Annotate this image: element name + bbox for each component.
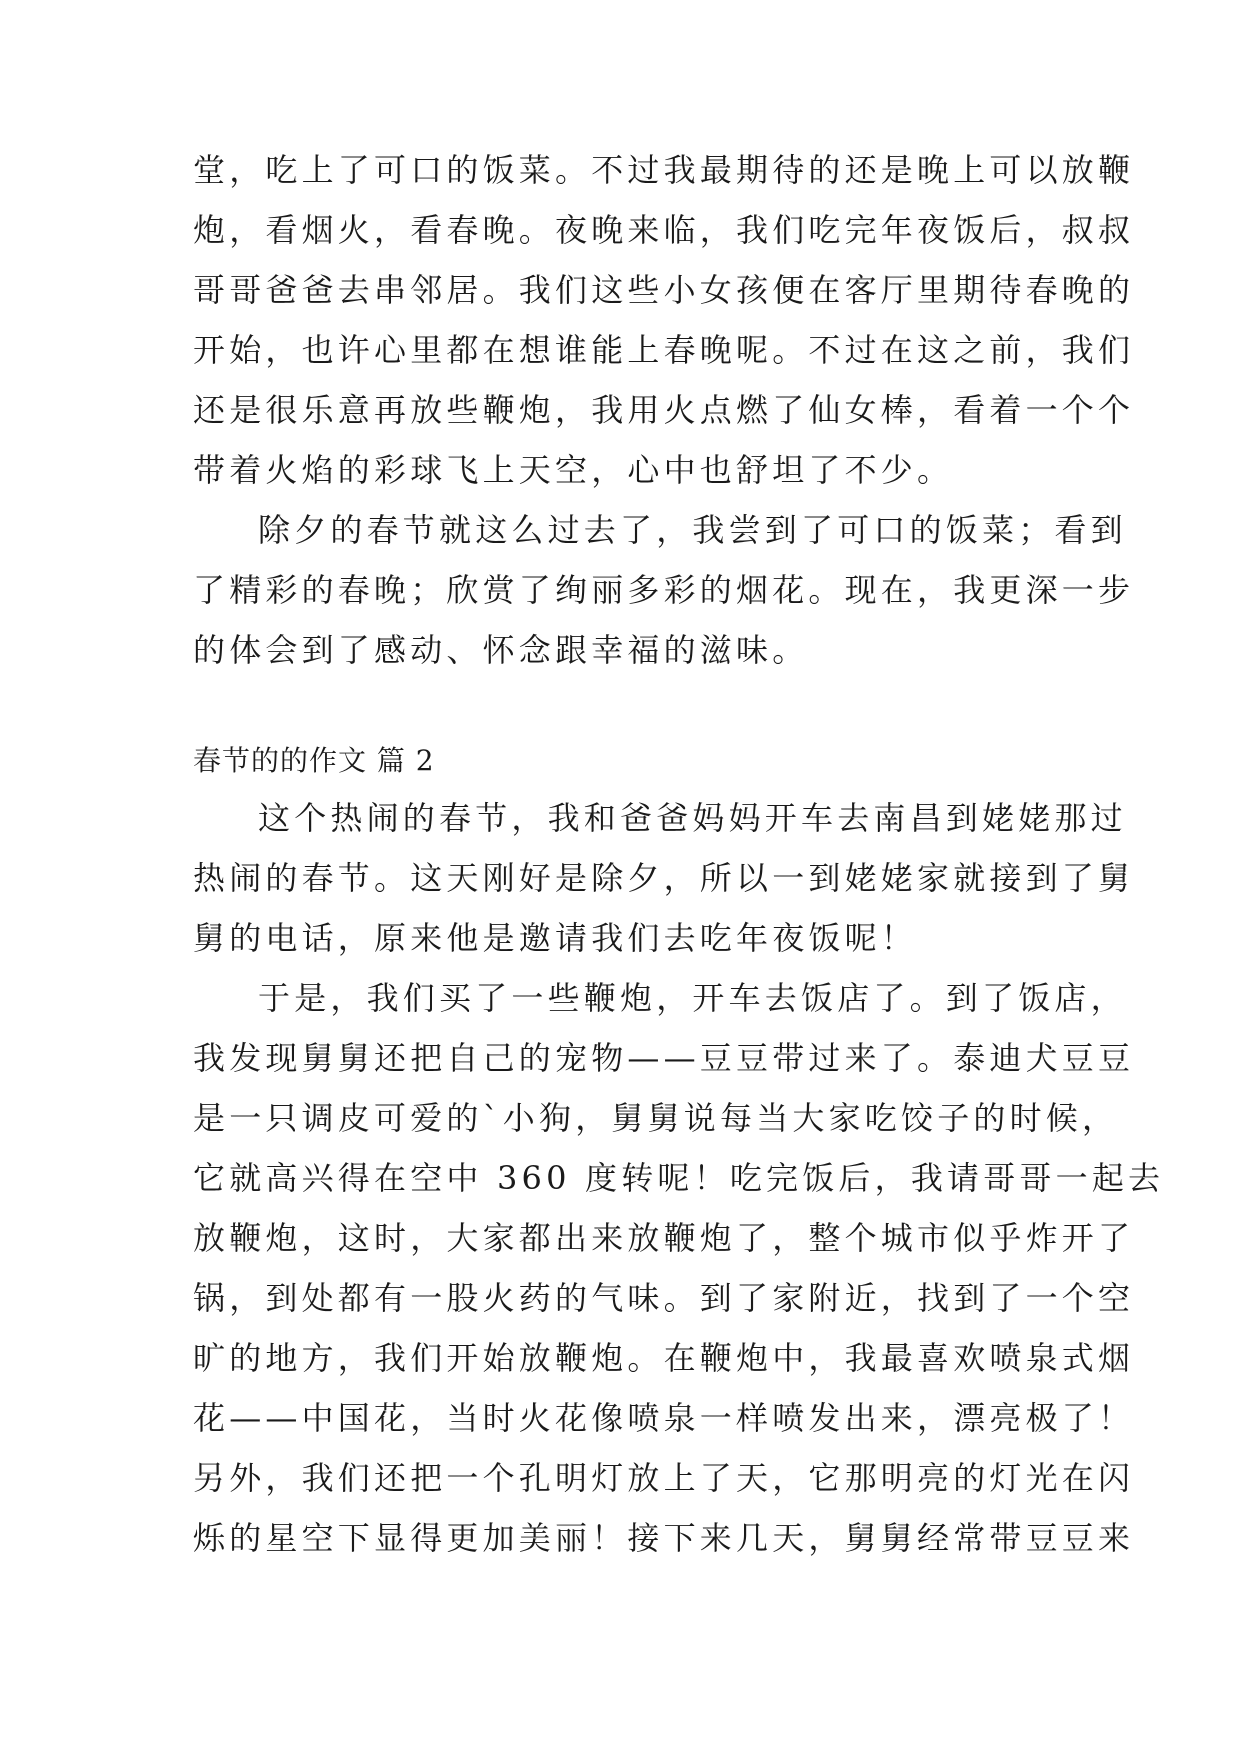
text-line: 热闹的春节。这天刚好是除夕，所以一到姥姥家就接到了舅 [193, 859, 1135, 897]
text-line: 旷的地方，我们开始放鞭炮。在鞭炮中，我最喜欢喷泉式烟 [193, 1339, 1135, 1377]
text-line: 烁的星空下显得更加美丽！接下来几天，舅舅经常带豆豆来 [193, 1519, 1135, 1557]
text-line: 放鞭炮，这时，大家都出来放鞭炮了，整个城市似乎炸开了 [193, 1219, 1135, 1257]
text-line: 舅的电话，原来他是邀请我们去吃年夜饭呢！ [193, 919, 918, 957]
text-line: 是一只调皮可爱的`小狗，舅舅说每当大家吃饺子的时候， [193, 1099, 1119, 1137]
text-line: 了精彩的春晚；欣赏了绚丽多彩的烟花。现在，我更深一步 [193, 571, 1135, 609]
text-line: 堂，吃上了可口的饭菜。不过我最期待的还是晚上可以放鞭 [193, 151, 1135, 189]
text-line: 另外，我们还把一个孔明灯放上了天，它那明亮的灯光在闪 [193, 1459, 1135, 1497]
text-line: 的体会到了感动、怀念跟幸福的滋味。 [193, 631, 809, 669]
paragraph-start-line: 除夕的春节就这么过去了，我尝到了可口的饭菜；看到 [258, 511, 1127, 549]
text-line: 炮，看烟火，看春晚。夜晚来临，我们吃完年夜饭后，叔叔 [193, 211, 1135, 249]
text-line: 我发现舅舅还把自己的宠物——豆豆带过来了。泰迪犬豆豆 [193, 1039, 1135, 1077]
text-line: 还是很乐意再放些鞭炮，我用火点燃了仙女棒，看着一个个 [193, 391, 1135, 429]
text-line: 哥哥爸爸去串邻居。我们这些小女孩便在客厅里期待春晚的 [193, 271, 1135, 309]
text-line: 花——中国花，当时火花像喷泉一样喷发出来，漂亮极了！ [193, 1399, 1135, 1437]
text-line: 带着火焰的彩球飞上天空，心中也舒坦了不少。 [193, 451, 954, 489]
section-heading: 春节的的作文 篇 2 [193, 744, 435, 777]
text-line: 开始，也许心里都在想谁能上春晚呢。不过在这之前，我们 [193, 331, 1135, 369]
text-line: 它就高兴得在空中 360 度转呢！吃完饭后，我请哥哥一起去 [193, 1159, 1165, 1197]
text-line: 锅，到处都有一股火药的气味。到了家附近，找到了一个空 [193, 1279, 1135, 1317]
paragraph-start-line: 这个热闹的春节，我和爸爸妈妈开车去南昌到姥姥那过 [258, 799, 1127, 837]
paragraph-start-line: 于是，我们买了一些鞭炮，开车去饭店了。到了饭店， [258, 979, 1127, 1017]
